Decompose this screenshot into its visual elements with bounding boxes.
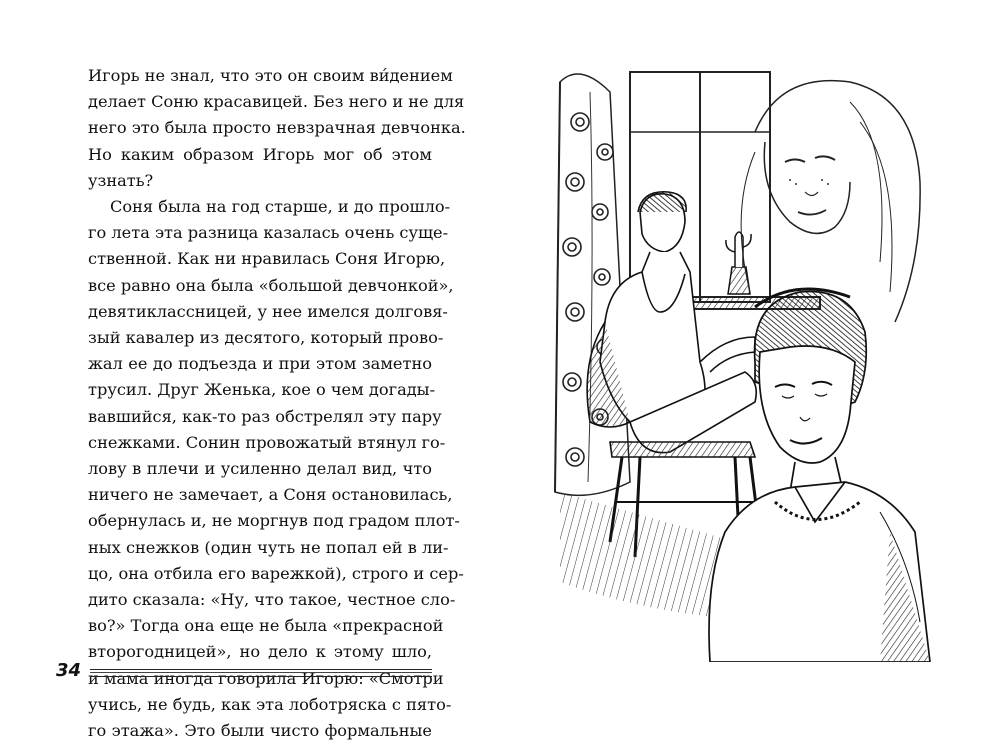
text-line: жал ее до подъезда и при этом заметно (88, 354, 432, 374)
text-line: го лета эта разница казалась очень суще- (88, 223, 449, 243)
text-line: дито сказала: «Ну, что такое, честное сло- (88, 590, 456, 610)
text-line: вавшийся, как-то раз обстрелял эту пару (88, 406, 442, 426)
text-line: девятиклассницей, у нее имелся долговя- (88, 301, 448, 321)
text-line: лову в плечи и усиленно делал вид, что (88, 459, 432, 479)
text-line: делает Соню красавицей. Без него и не для (88, 92, 465, 112)
text-line: обернулась и, не моргнув под градом плот- (88, 511, 460, 531)
text-line: Игорь не знал, что это он своим ви́дением (88, 66, 453, 85)
text-line: узнать? (88, 170, 154, 190)
text-line: го этажа». Это были чисто формальные (88, 721, 432, 741)
text-line: цо, она отбила его варежкой), строго и сер- (88, 563, 464, 583)
body-text (88, 63, 466, 744)
cactus (726, 232, 751, 294)
text-line: и мама иногда говорила Игорю: «Смотри (88, 668, 444, 688)
text-line: зый кавалер из десятого, который прово- (88, 328, 444, 348)
text-line: учись, не будь, как эта лоботряска с пято- (88, 694, 452, 714)
text-line: снежками. Сонин провожатый втянул го- (88, 432, 446, 452)
text-line: второгодницей», но дело к этому шло, (88, 642, 432, 662)
illustration (550, 62, 950, 662)
text-line: Соня была на год старше, и до прошло- (110, 197, 451, 217)
text-line: трусил. Друг Женька, кое о чем догады- (88, 380, 436, 400)
girl-face-window (741, 81, 920, 322)
text-line: него это была просто невзрачная девчонка. (88, 118, 466, 138)
text-line: ных снежков (один чуть не попал ей в ли- (88, 537, 449, 557)
text-line: все равно она была «большой девчонкой», (88, 275, 454, 295)
text-line: ственной. Как ни нравилась Соня Игорю, (88, 249, 446, 269)
footer-rule (90, 669, 432, 677)
curtain (555, 74, 630, 495)
text-line: ничего не замечает, а Соня остановилась, (88, 485, 453, 505)
text-line: во?» Тогда она еще не была «прекрасной (88, 616, 444, 636)
text-line: Но каким образом Игорь мог об этом (88, 144, 432, 164)
page-number: 34 (56, 660, 82, 681)
